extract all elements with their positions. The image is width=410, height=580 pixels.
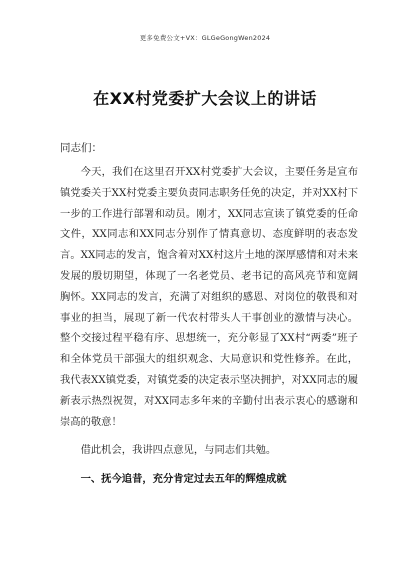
salutation: 同志们：	[60, 142, 102, 154]
document-title: 在XX村党委扩大会议上的讲话	[93, 89, 317, 108]
paragraph-transition: 借此机会，我讲四点意见，与同志们共勉。	[80, 444, 277, 457]
header-note: 更多免费公文+VX：GLGeGongWen2024	[139, 34, 271, 42]
document-body	[60, 162, 358, 490]
paragraph-opening: 今天，我们在这里召开XX村党委扩大会议，主要任务是宣布镇党委关于XX村党委主要负责同志职务任免的决定，并对XX村下一步的工作进行部署和动员。刚才，XX同志宣读了镇党委的任命文件，XX同志和XX同志分别作了情真意切、态度鲜明的表态发言。XX同志的发言，饱含着对XX村这片土地的深厚感情和对未来发展的殷切期望，体现了一名老党员、老书记的高风亮节和宽阔胸怀。XX同志的发言，充满了对组织的感恩、对岗位的敬畏和对事业的担当，展现了新一代农村带头人干事创业的激情与决心。整个交接过程平稳有序、思想统一，充分彰显了XX村“两委”班子和全体党员干部强大的组织观念、大局意识和党性修养。在此，我代表XX镇党委，对镇党委的决定表示坚决拥护，对XX同志的履新表示热烈祝贺，对XX同志多年来的辛勤付出表示衷心的感谢和崇高的敬意！	[60, 166, 358, 428]
section-heading-one: 一、抚今追昔，充分肯定过去五年的辉煌成就	[80, 473, 287, 486]
